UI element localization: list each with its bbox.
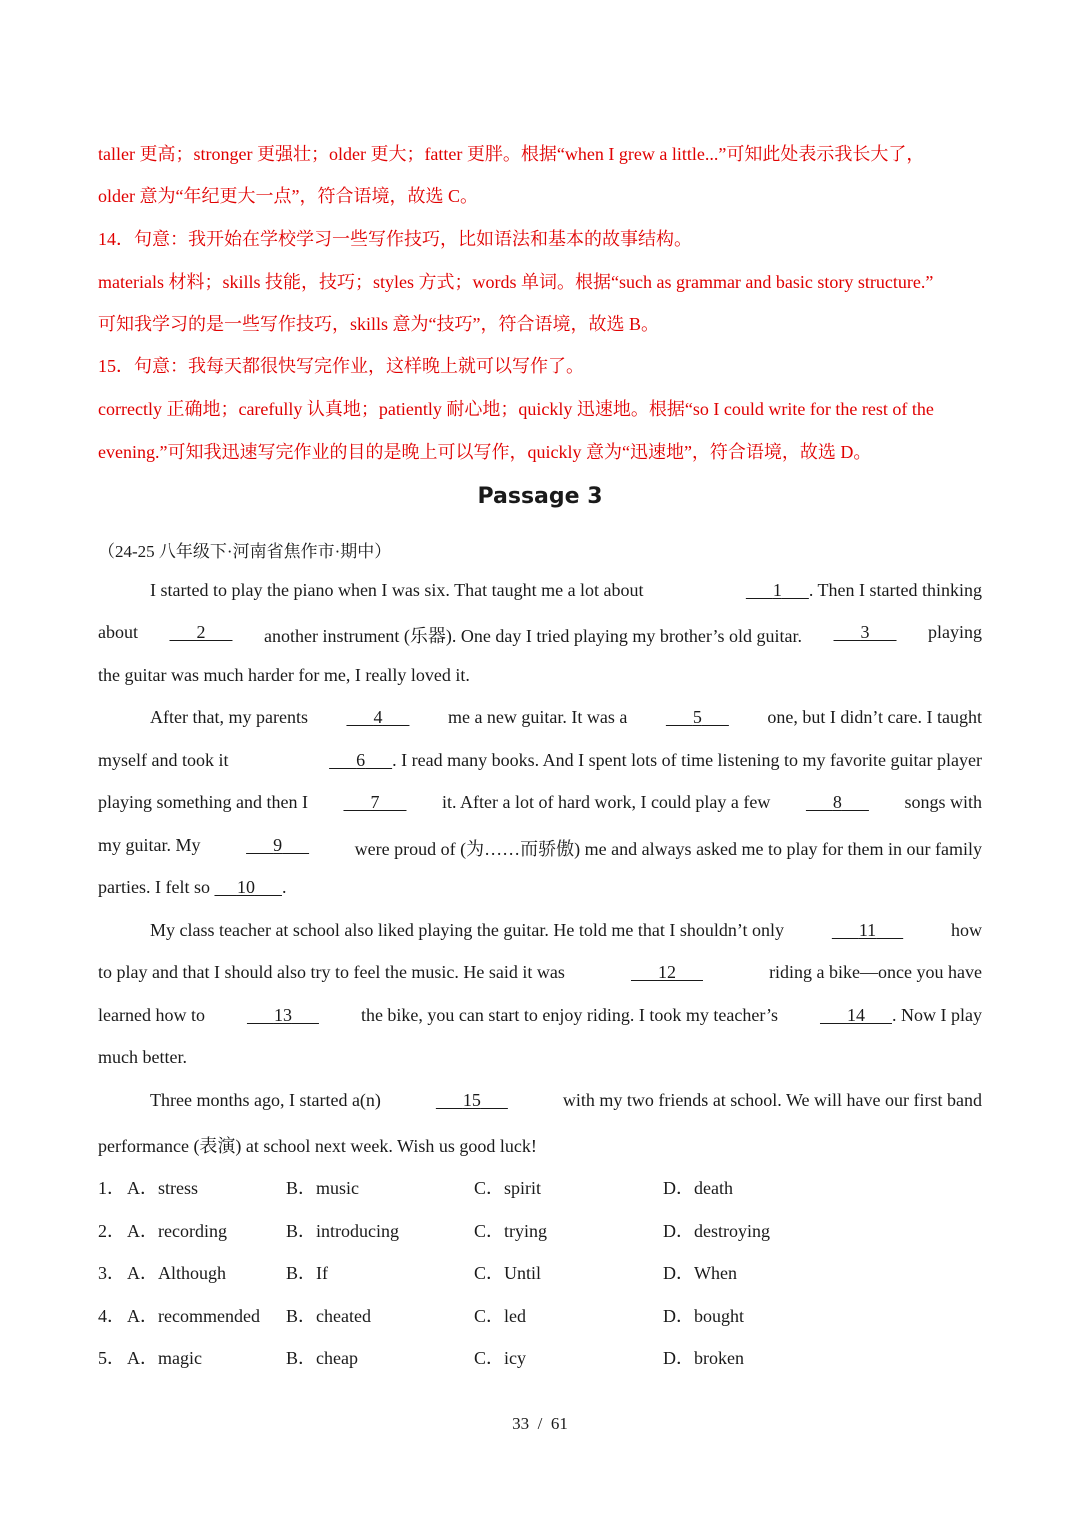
explanation-14-title: 14．句意：我开始在学校学习一些写作技巧，比如语法和基本的故事结构。: [98, 229, 692, 249]
blank-12: 12: [657, 962, 676, 982]
p4-text: Three months ago, I started a(n): [150, 1090, 381, 1110]
p2-line-2: [98, 750, 982, 771]
p1-text: playing: [928, 622, 982, 642]
p4-text: with my two friends at school. We will have our first band: [562, 1090, 982, 1110]
blank-9: 9: [273, 835, 283, 855]
p3-text: riding a bike—once you have: [769, 962, 982, 982]
p1-text: about: [98, 622, 138, 642]
p2-text: .: [281, 877, 287, 897]
option-c: C．spirit: [474, 1178, 542, 1198]
page-separator: /: [537, 1414, 543, 1433]
p3-line-2: [98, 962, 982, 983]
explanation-15-title: 15．句意：我每天都很快写完作业，这样晚上就可以写作了。: [98, 356, 584, 376]
explanation-15-line-2: evening.”可知我迅速写完作业的目的是晚上可以写作，quickly 意为“迅速地”，符合语境，故选 D。: [98, 442, 872, 462]
p3-text: to play and that I should also try to feel the music. He said it was: [98, 962, 565, 982]
option-number: 5．: [98, 1348, 125, 1368]
blank-3: 3: [860, 622, 870, 642]
option-number: 4．: [98, 1306, 125, 1326]
p3-line-3: [98, 1005, 982, 1026]
p3-line-1: [150, 920, 982, 941]
option-a: A．magic: [127, 1348, 202, 1368]
blank-14: 14: [846, 1005, 865, 1025]
passage-source: （24-25 八年级下·河南省焦作市·期中）: [98, 542, 392, 561]
p3-text: learned how to: [98, 1005, 205, 1025]
option-d: D．When: [663, 1263, 737, 1283]
blank-7: 7: [370, 792, 380, 812]
explanation-14-line-2: 可知我学习的是一些写作技巧，skills 意为“技巧”，符合语境，故选 B。: [98, 314, 659, 334]
p2-text: me a new guitar. It was a: [447, 707, 628, 727]
p3-line-4: much better.: [98, 1047, 187, 1067]
blank-5: 5: [692, 707, 702, 727]
current-page: 33: [512, 1414, 530, 1433]
p2-text: . I read many books. And I spent lots of time listening to my favorite guitar player: [392, 750, 982, 770]
option-a: A．Although: [127, 1263, 226, 1283]
p3-text: . Now I play: [891, 1005, 982, 1025]
option-b: B．music: [286, 1178, 360, 1198]
p1-line-3: the guitar was much harder for me, I really loved it.: [98, 665, 470, 685]
explanation-14-line-1: materials 材料；skills 技能，技巧；styles 方式；words 单词。根据“such as grammar and basic story structure.”: [98, 272, 934, 292]
blank-4: 4: [373, 707, 383, 727]
p3-text: how: [950, 920, 982, 940]
p2-line-1: [150, 707, 982, 728]
option-b: B．cheap: [286, 1348, 358, 1368]
option-c: C．icy: [474, 1348, 526, 1368]
blank-10: 10: [236, 877, 255, 897]
page-number: [0, 1414, 1080, 1434]
p2-text: songs with: [904, 792, 982, 812]
total-pages: 61: [550, 1414, 568, 1433]
blank-1: 1: [772, 580, 782, 600]
explanation-13-line-1: taller 更高；stronger 更强壮；older 更大；fatter 更胖。根据“when I grew a little...”可知此处表示我长大了，: [98, 144, 925, 164]
option-number: 3．: [98, 1263, 125, 1283]
option-c: C．Until: [474, 1263, 542, 1283]
p1-text: another instrument (乐器). One day I tried playing my brother’s old guitar.: [263, 626, 803, 646]
blank-15: 15: [462, 1090, 481, 1110]
p2-line-3: [98, 792, 982, 813]
blank-8: 8: [832, 792, 842, 812]
p2-line-5: [98, 877, 982, 898]
p2-text: were proud of (为……而骄傲) me and always asked me to play for them in our family: [354, 839, 982, 859]
option-d: D．bought: [663, 1306, 744, 1326]
p4-line-2: performance (表演) at school next week. Wish us good luck!: [98, 1136, 537, 1156]
p2-text: playing something and then I: [98, 792, 308, 812]
explanation-13-line-2: older 意为“年纪更大一点”，符合语境，故选 C。: [98, 186, 478, 206]
p2-text: parties. I felt so: [98, 877, 210, 897]
p3-text: the bike, you can start to enjoy riding. I took my teacher’s: [360, 1005, 778, 1025]
option-b: B．introducing: [286, 1221, 399, 1241]
blank-2: 2: [196, 622, 206, 642]
p3-text: My class teacher at school also liked playing the guitar. He told me that I shouldn’t only: [150, 920, 785, 940]
p1-line-1: [150, 580, 982, 601]
p1-text: I started to play the piano when I was six. That taught me a lot about: [150, 580, 644, 600]
option-a: A．recording: [127, 1221, 227, 1241]
option-c: C．led: [474, 1306, 526, 1326]
option-a: A．stress: [127, 1178, 198, 1198]
option-d: D．broken: [663, 1348, 744, 1368]
option-number: 2．: [98, 1221, 125, 1241]
passage-title: Passage 3: [477, 484, 603, 509]
p2-text: it. After a lot of hard work, I could play a few: [442, 792, 771, 812]
p2-line-4: [98, 835, 982, 861]
p2-text: one, but I didn’t care. I taught: [767, 707, 982, 727]
p1-text: . Then I started thinking: [808, 580, 982, 600]
option-a: A．recommended: [127, 1306, 260, 1326]
blank-11: 11: [858, 920, 877, 940]
explanation-15-line-1: correctly 正确地；carefully 认真地；patiently 耐心地；quickly 迅速地。根据“so I could write for the rest of the: [98, 399, 934, 419]
option-c: C．trying: [474, 1221, 548, 1241]
option-b: B．cheated: [286, 1306, 371, 1326]
p1-line-2: [98, 622, 982, 648]
option-d: D．death: [663, 1178, 733, 1198]
option-d: D．destroying: [663, 1221, 770, 1241]
p2-text: After that, my parents: [150, 707, 308, 727]
p2-text: my guitar. My: [98, 835, 201, 855]
option-b: B．If: [286, 1263, 328, 1283]
blank-13: 13: [273, 1005, 292, 1025]
blank-6: 6: [356, 750, 366, 770]
option-number: 1．: [98, 1178, 125, 1198]
p4-line-1: [150, 1090, 982, 1111]
p2-text: myself and took it: [98, 750, 229, 770]
